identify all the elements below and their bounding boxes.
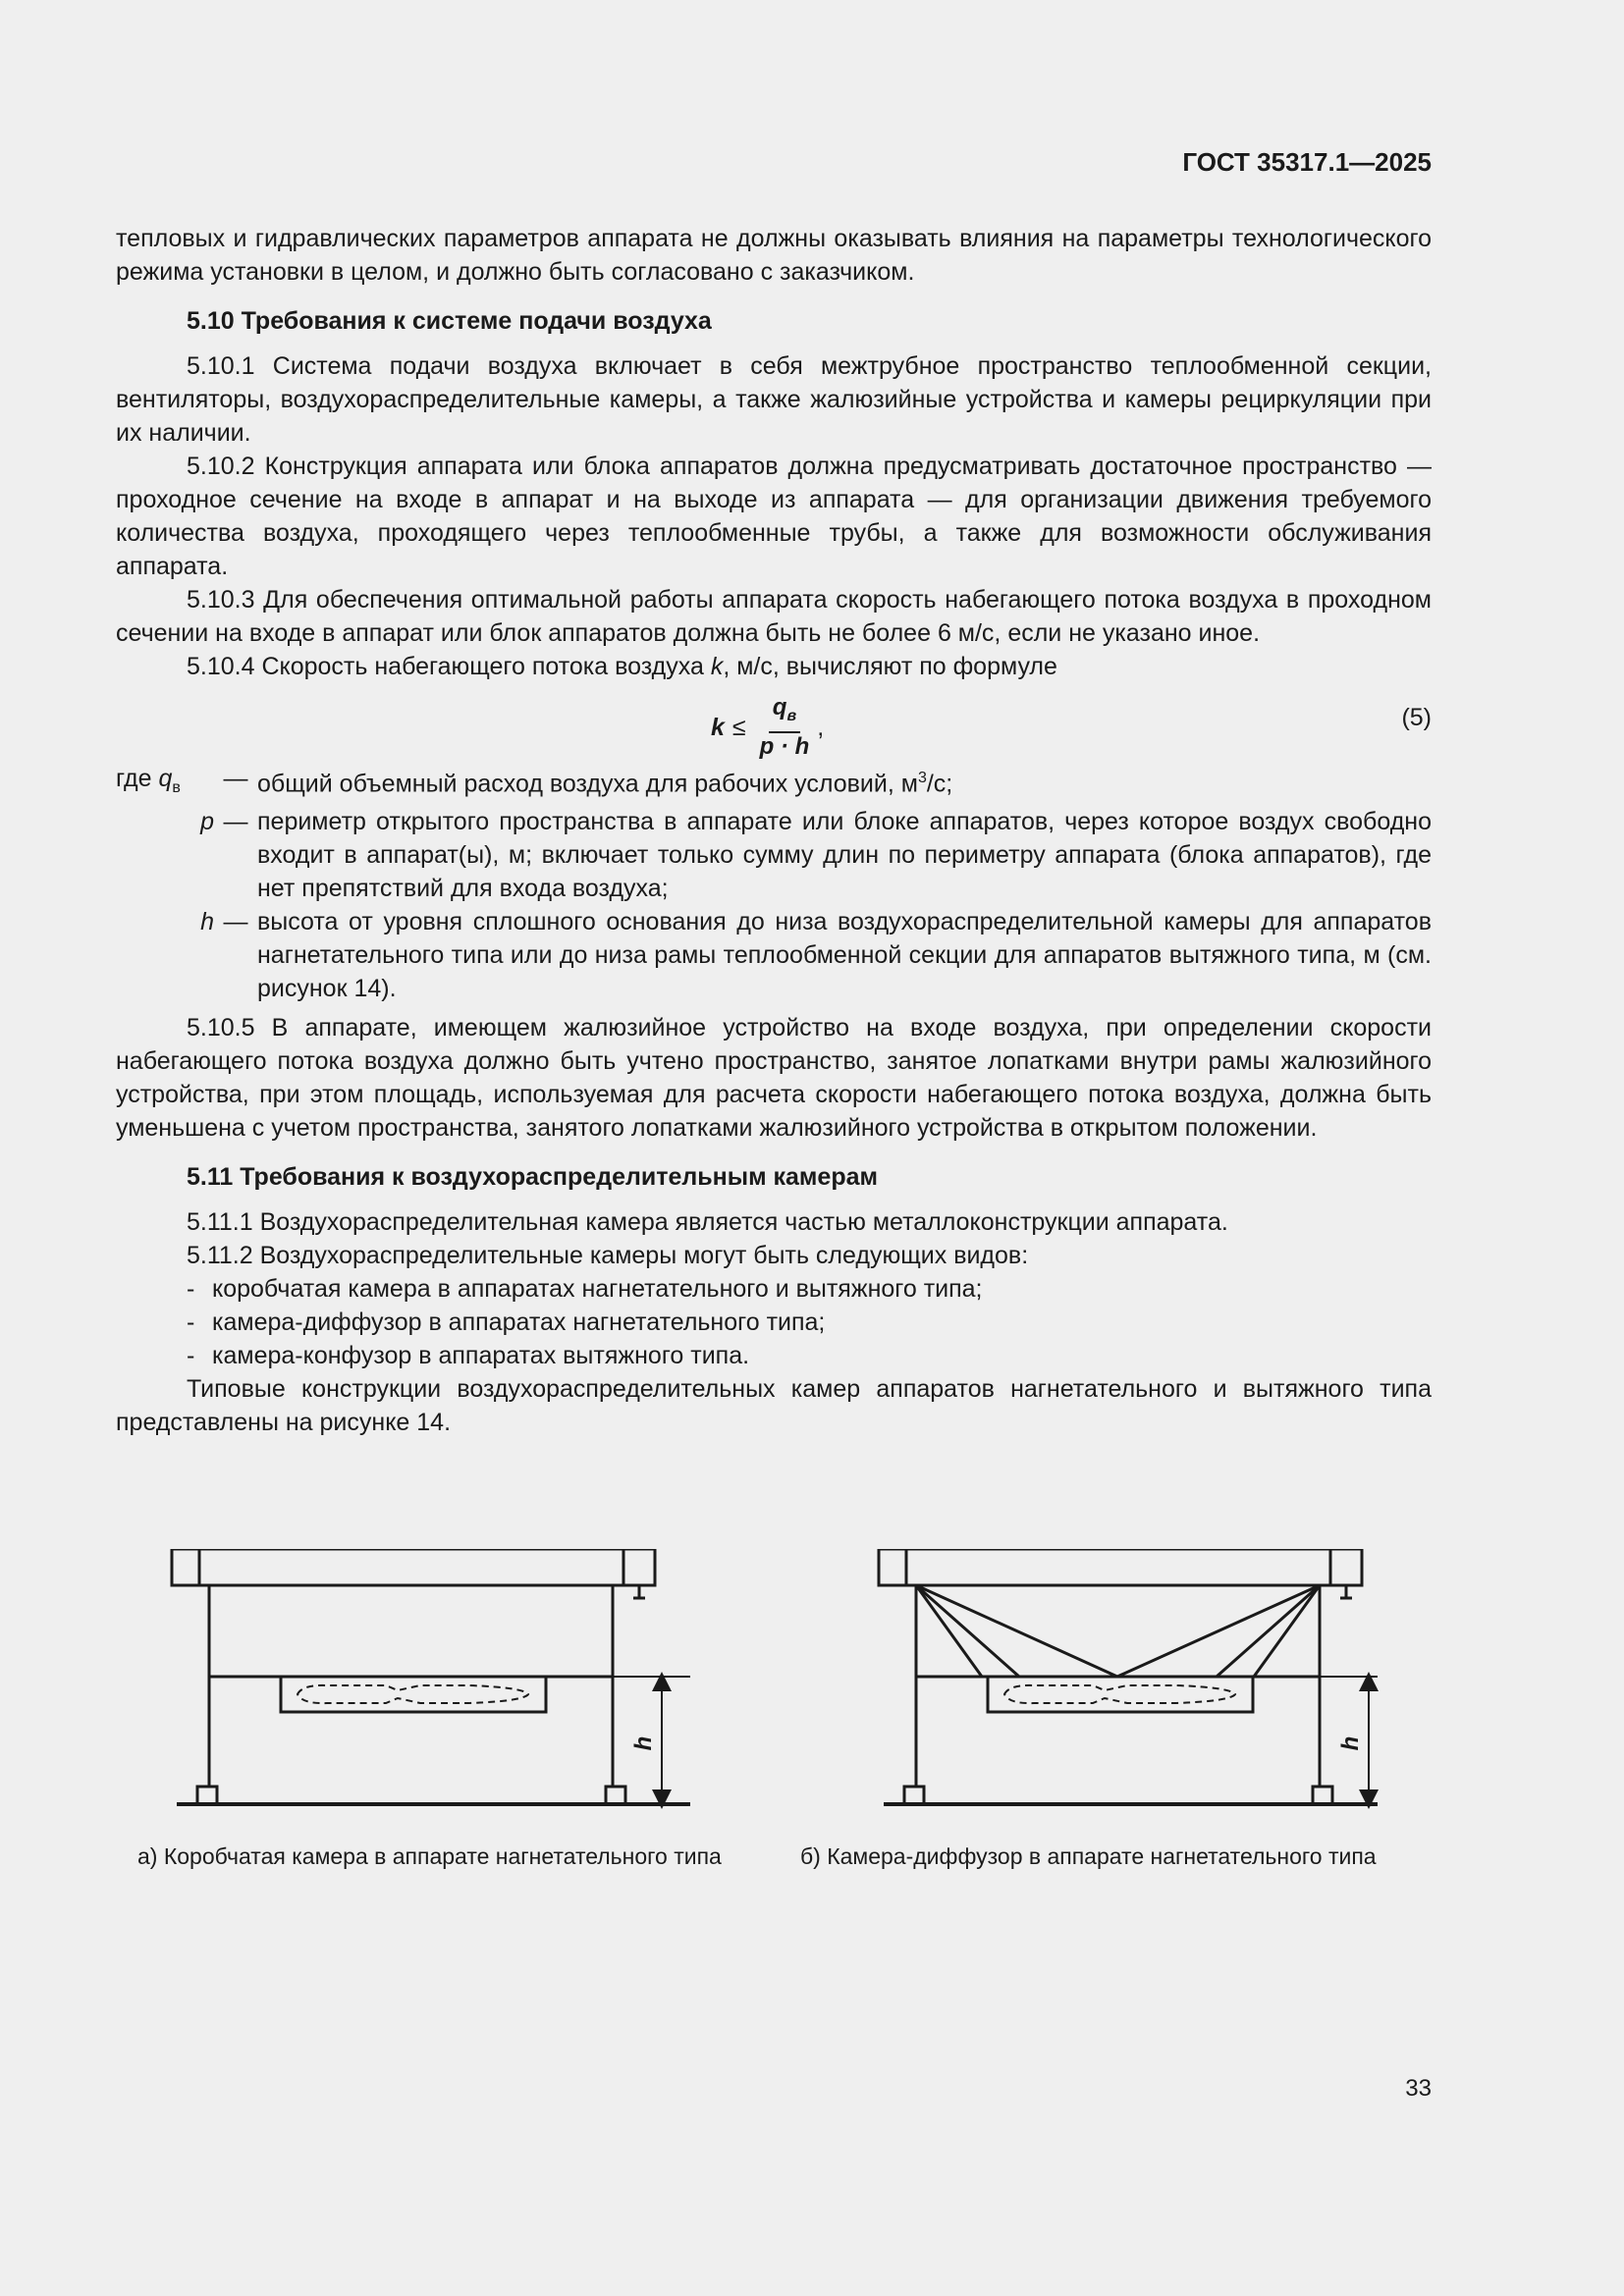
list-item-text: камера-диффузор в аппаратах нагнетательного типа; bbox=[212, 1308, 826, 1336]
definition-h-text: высота от уровня сплошного основания до низа воздухораспределительной камеры для аппаратов нагнетательного типа или до низа рамы теплообменной секции для аппаратов вытяжного типа, м (см. рисунок 14). bbox=[257, 908, 1432, 1002]
formula-lhs: k bbox=[711, 714, 725, 742]
paragraph-5-10-4-text: 5.10.4 Скорость набегающего потока воздуха bbox=[187, 653, 711, 680]
definition-q-sub: в bbox=[172, 779, 181, 796]
base-plate-left bbox=[904, 1787, 924, 1804]
document-body bbox=[116, 222, 1432, 1439]
base-plate-right bbox=[606, 1787, 625, 1804]
caption-a: а) Коробчатая камера в аппарате нагнетательного типа bbox=[137, 1843, 722, 1869]
caption-b: б) Камера-диффузор в аппарате нагнетательного типа bbox=[800, 1843, 1377, 1869]
formula-comma: , bbox=[817, 714, 825, 742]
list-item-text: камера-конфузор в аппаратах вытяжного типа. bbox=[212, 1342, 750, 1369]
definitions bbox=[116, 762, 1432, 1005]
definition-p-text: периметр открытого пространства в аппарате или блоке аппаратов, через которое воздух свободно входит в аппарат(ы), м; включает только сумму длин по периметру аппарата (блока аппаратов), где нет препятствий для входа воздуха; bbox=[257, 808, 1432, 902]
base-plate-right bbox=[1313, 1787, 1332, 1804]
definition-where: где bbox=[116, 765, 152, 792]
definition-var-h: h bbox=[200, 908, 214, 935]
heat-exchanger-section bbox=[879, 1549, 1362, 1585]
fan-outline bbox=[298, 1685, 528, 1703]
equation-number: (5) bbox=[1401, 704, 1432, 731]
fan-outline bbox=[1004, 1685, 1235, 1703]
definition-q-sup: 3 bbox=[917, 770, 927, 786]
definition-q-text-a: общий объемный расход воздуха для рабочих условий, м bbox=[257, 770, 918, 798]
definition-var-p: p bbox=[200, 808, 214, 835]
figure-drawings bbox=[116, 1549, 1432, 1843]
drawing-box-chamber bbox=[172, 1549, 690, 1804]
paragraph-5-10-5: 5.10.5 В аппарате, имеющем жалюзийное устройство на входе воздуха, при определении скорости набегающего потока воздуха должно быть учтено пространство, занятое лопатками внутри рамы жалюзийного устройства, при этом площадь, используемая для расчета скорости набегающего потока воздуха, должна быть уменьшена с учетом пространства, занятого лопатками жалюзийного устройства в открытом положении. bbox=[116, 1014, 1432, 1142]
paragraph-5-10-2: 5.10.2 Конструкция аппарата или блока аппаратов должна предусматривать достаточное пространство — проходное сечение на входе в аппарат и на выходе из аппарата — для организации движения требуемого количества воздуха, проходящего через теплообменные трубы, а также для возможности обслуживания аппарата. bbox=[116, 453, 1432, 580]
dimension-h-label: h bbox=[630, 1735, 657, 1751]
definition-q-text bbox=[257, 762, 1432, 805]
definition-p bbox=[116, 805, 1432, 905]
paragraph-continued: тепловых и гидравлических параметров аппарата не должны оказывать влияния на параметры технологического режима установки в целом, и должно быть согласовано с заказчиком. bbox=[116, 225, 1432, 286]
paragraph-5-10-4-var: k bbox=[710, 653, 724, 680]
paragraph-5-10-4-text-end: , м/с, вычисляют по формуле bbox=[723, 653, 1057, 680]
definition-dash: — bbox=[223, 808, 248, 835]
formula-row bbox=[116, 689, 1432, 758]
page-number: 33 bbox=[1405, 2075, 1432, 2102]
diffuser-chamber bbox=[988, 1677, 1253, 1712]
list-item bbox=[187, 1272, 1432, 1306]
paragraph-5-10-1: 5.10.1 Система подачи воздуха включает в себя межтрубное пространство теплообменной секции, вентиляторы, воздухораспределительные камеры, а также жалюзийные устройства и камеры рециркуляции при их наличии. bbox=[116, 352, 1432, 447]
paragraph-5-11-2: 5.11.2 Воздухораспределительные камеры могут быть следующих видов: bbox=[187, 1242, 1029, 1269]
definition-var-q bbox=[116, 762, 214, 805]
section-heading-5-11: 5.11 Требования к воздухораспределительным камерам bbox=[187, 1163, 878, 1191]
formula-numerator-var: q bbox=[772, 694, 787, 721]
formula-denominator: p · h bbox=[759, 732, 810, 760]
paragraph-5-10-3: 5.10.3 Для обеспечения оптимальной работы аппарата скорость набегающего потока воздуха в проходном сечении на входе в аппарат или блок аппаратов должна быть не более 6 м/с, если не указано иное. bbox=[116, 586, 1432, 647]
definition-dash: — bbox=[223, 908, 248, 935]
paragraph-5-10-4 bbox=[116, 650, 1432, 683]
box-chamber bbox=[281, 1677, 546, 1712]
dimension-h-label: h bbox=[1337, 1735, 1364, 1751]
paragraph-5-11-1: 5.11.1 Воздухораспределительная камера является частью металлоконструкции аппарата. bbox=[187, 1208, 1228, 1236]
heat-exchanger-section bbox=[172, 1549, 655, 1585]
section-heading-5-10: 5.10 Требования к системе подачи воздуха bbox=[187, 307, 712, 335]
formula-numerator-sub: в bbox=[786, 707, 797, 724]
base-plate-left bbox=[197, 1787, 217, 1804]
list-item bbox=[187, 1306, 1432, 1339]
list-marker: - bbox=[187, 1308, 195, 1336]
list-marker: - bbox=[187, 1342, 195, 1369]
definition-q bbox=[116, 762, 1432, 805]
list-item-text: коробчатая камера в аппаратах нагнетательного и вытяжного типа; bbox=[212, 1275, 983, 1303]
formula bbox=[711, 695, 824, 761]
formula-relation: ≤ bbox=[731, 714, 746, 742]
definition-dash: — bbox=[223, 765, 248, 792]
definition-q-symbol: q bbox=[158, 765, 173, 792]
formula-fraction bbox=[756, 695, 814, 761]
list-item bbox=[187, 1339, 1432, 1372]
drawing-diffuser-chamber bbox=[879, 1549, 1378, 1804]
definition-q-text-b: /с; bbox=[926, 770, 953, 798]
paragraph-typical-constructions: Типовые конструкции воздухораспределительных камер аппаратов нагнетательного и вытяжного типа представлены на рисунке 14. bbox=[116, 1375, 1432, 1436]
definition-h bbox=[116, 905, 1432, 1005]
list-marker: - bbox=[187, 1275, 195, 1303]
document-header: ГОСТ 35317.1—2025 bbox=[1182, 147, 1432, 177]
figure-14 bbox=[116, 1549, 1432, 1902]
chamber-types-list bbox=[116, 1272, 1432, 1372]
formula-numerator bbox=[769, 695, 800, 733]
